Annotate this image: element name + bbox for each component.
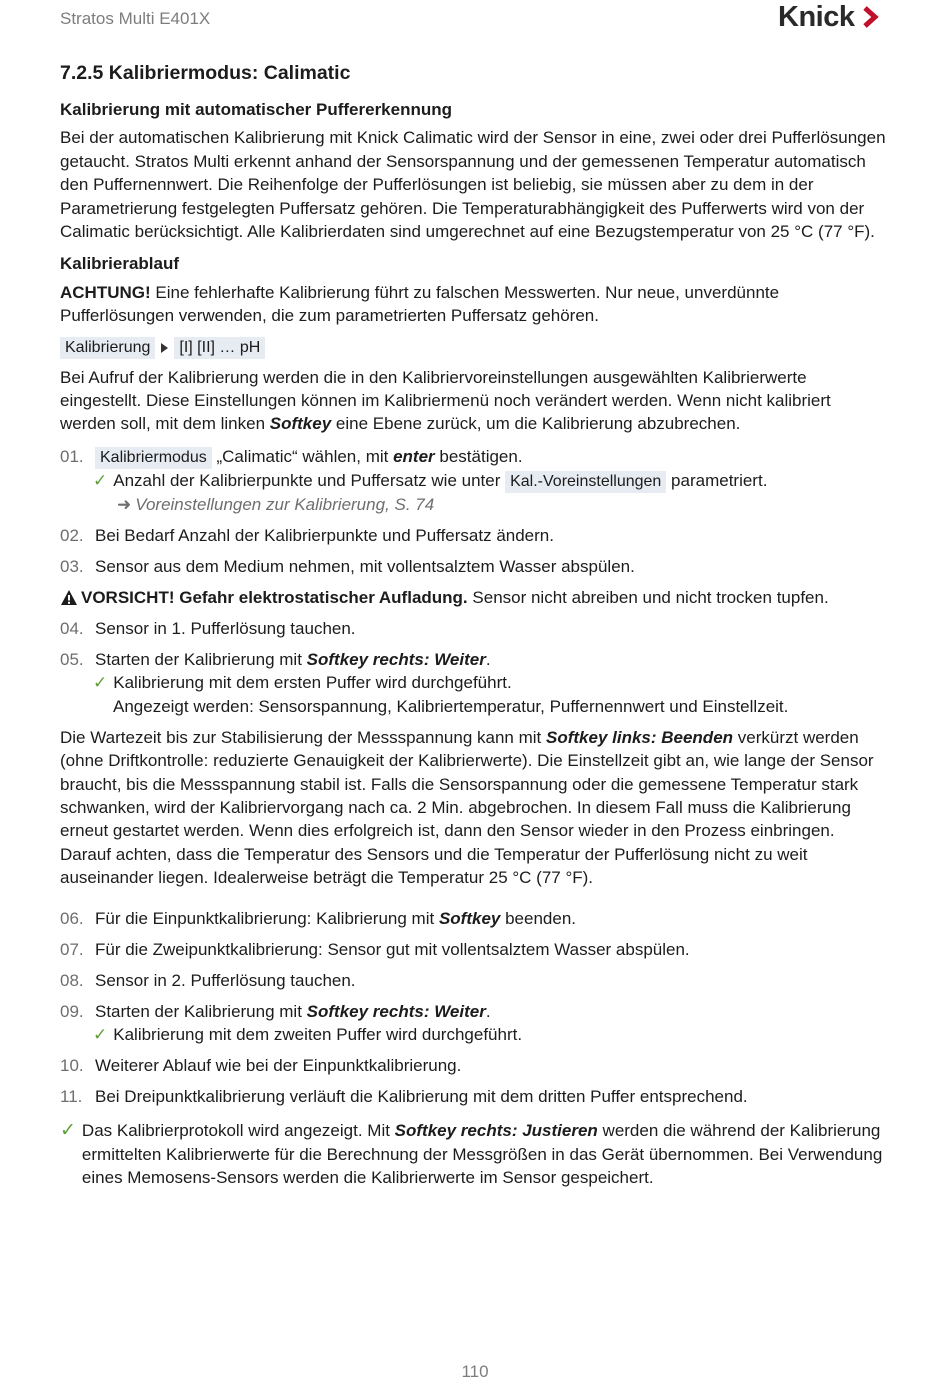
step-10-text: Weiterer Ablauf wie bei der Einpunktkalibrierung. bbox=[95, 1055, 462, 1075]
check-icon: ✓ bbox=[93, 673, 108, 693]
wait-paragraph bbox=[60, 726, 888, 890]
softkey-right-next: Softkey rechts: Weiter bbox=[306, 1001, 486, 1021]
step-04-text: Sensor in 1. Pufferlösung tauchen. bbox=[95, 618, 356, 638]
document-title: Stratos Multi E401X bbox=[60, 9, 211, 28]
softkey-right-next: Softkey rechts: Weiter bbox=[306, 649, 486, 669]
step-05-text-1: Starten der Kalibrierung mit bbox=[95, 649, 307, 669]
step-01-text-1: „Calimatic“ wählen, mit bbox=[211, 446, 394, 466]
knick-logo bbox=[778, 0, 882, 34]
step-number: 08. bbox=[60, 970, 84, 990]
step-number: 11. bbox=[60, 1086, 83, 1106]
call-paragraph bbox=[60, 366, 888, 436]
step-06-text-2: beenden. bbox=[500, 908, 577, 928]
softkey-left-end: Softkey links: Beenden bbox=[545, 727, 734, 747]
step-09 bbox=[60, 1000, 888, 1047]
step-07-text: Für die Zweipunktkalibrierung: Sensor gut mit vollentsalztem Wasser abspülen. bbox=[95, 939, 690, 959]
step-06 bbox=[60, 907, 888, 930]
section-title: 7.2.5 Kalibriermodus: Calimatic bbox=[60, 62, 351, 84]
step-11 bbox=[60, 1085, 888, 1108]
logo-chevron-icon bbox=[860, 5, 882, 29]
step-10 bbox=[60, 1054, 888, 1077]
step-05 bbox=[60, 648, 888, 718]
step-09-check: Kalibrierung mit dem zweiten Puffer wird durchgeführt. bbox=[113, 1024, 523, 1044]
step-01-check-2: parametriert. bbox=[666, 470, 768, 490]
wait-text-1: Die Wartezeit bis zur Stabilisierung der Messspannung kann mit bbox=[60, 727, 546, 747]
arrow-right-icon: ➜ bbox=[117, 494, 132, 514]
check-icon: ✓ bbox=[93, 470, 108, 490]
step-number: 10. bbox=[60, 1055, 84, 1075]
check-icon: ✓ bbox=[93, 1024, 108, 1044]
step-08 bbox=[60, 969, 888, 992]
attention-text: Eine fehlerhafte Kalibrierung führt zu falschen Messwerten. Nur neue, unverdünnte Pufferlösungen verwenden, die zum parametrierten Puffersatz gehören. bbox=[60, 282, 780, 326]
attention-label: ACHTUNG! bbox=[60, 282, 151, 302]
logo-text: Knick bbox=[778, 0, 855, 33]
step-number: 05. bbox=[60, 649, 84, 669]
procedure-heading: Kalibrierablauf bbox=[60, 254, 180, 274]
step-number: 07. bbox=[60, 939, 84, 959]
step-03 bbox=[60, 555, 888, 578]
step-number: 06. bbox=[60, 908, 84, 928]
intro-paragraph: Bei der automatischen Kalibrierung mit Knick Calimatic wird der Sensor in eine, zwei oder drei Pufferlösungen getaucht. Stratos Multi erkennt anhand der Sensorspannung und der gemessenen Temperatur automatisch den Puffernennwert. Die Reihenfolge der Pufferlösungen ist beliebig, sie müssen aber zu dem in der Parametrierung festgelegten Puffersatz gehören. Die Temperaturabhängigkeit des Pufferwerts wird von der Calimatic berücksichtigt. Alle Kalibrierdaten sind umgerechnet auf eine Bezugstemperatur von 25 °C (77 °F). bbox=[60, 128, 886, 242]
cross-reference-text[interactable]: Voreinstellungen zur Kalibrierung, S. 74 bbox=[135, 494, 435, 514]
wait-text-2: verkürzt werden (ohne Driftkontrolle: reduzierte Genauigkeit der Kalibrierwerte). Die Einstellzeit gibt an, wie lange der Sensor braucht, bis die Messspannung stabil ist. Falls die Sensorspannung oder die gemessene Temperatur stark schwanken, wird der Kalibriervorgang nach ca. 2 Min. abgebrochen. In diesem Fall muss die Kalibrierung erneut gestartet werden. Wenn dies erfolgreich ist, dann den Sensor wieder in den Prozess einbringen. Darauf achten, dass die Temperatur des Sensors und die Temperatur der Pufferlösung nicht zu weit auseinander liegen. Idealerweise beträgt die Temperatur 25 °C (77 °F). bbox=[60, 727, 874, 888]
step-09-text-1: Starten der Kalibrierung mit bbox=[95, 1001, 307, 1021]
step-01-text-2: bestätigen. bbox=[434, 446, 523, 466]
caution-label: VORSICHT! Gefahr elektrostatischer Aufladung. bbox=[81, 587, 468, 607]
step-01 bbox=[60, 445, 888, 516]
calibration-presets-box: Kal.-Voreinstellungen bbox=[505, 471, 666, 493]
cross-reference[interactable] bbox=[95, 493, 888, 516]
step-01-check-1: Anzahl der Kalibrierpunkte und Puffersatz wie unter bbox=[113, 470, 506, 490]
enter-key: enter bbox=[393, 446, 435, 466]
page-number: 110 bbox=[461, 1362, 489, 1381]
step-02 bbox=[60, 524, 888, 547]
step-03-text: Sensor aus dem Medium nehmen, mit vollentsalztem Wasser abspülen. bbox=[95, 556, 635, 576]
step-number: 03. bbox=[60, 556, 84, 576]
step-06-text-1: Für die Einpunktkalibrierung: Kalibrierung mit bbox=[95, 908, 439, 928]
call-softkey: Softkey bbox=[269, 414, 332, 434]
call-text-2: eine Ebene zurück, um die Kalibrierung abzubrechen. bbox=[331, 414, 741, 434]
triangle-right-icon bbox=[161, 343, 168, 353]
step-05-check: Kalibrierung mit dem ersten Puffer wird durchgeführt. bbox=[113, 673, 512, 693]
step-number: 04. bbox=[60, 618, 84, 638]
step-number: 02. bbox=[60, 525, 84, 545]
menu-path-channels: [I] [II] … pH bbox=[174, 337, 265, 359]
menu-path-calibration: Kalibrierung bbox=[60, 337, 155, 359]
section-subtitle: Kalibrierung mit automatischer Puffererkennung bbox=[60, 100, 453, 119]
step-11-text: Bei Dreipunktkalibrierung verläuft die Kalibrierung mit dem dritten Puffer entsprechend. bbox=[95, 1086, 748, 1106]
step-number: 01. bbox=[60, 446, 84, 466]
page-content bbox=[60, 60, 888, 1190]
step-04 bbox=[60, 617, 888, 640]
step-07 bbox=[60, 938, 888, 961]
softkey-right-adjust: Softkey rechts: Justieren bbox=[394, 1121, 598, 1141]
step-02-text: Bei Bedarf Anzahl der Kalibrierpunkte und Puffersatz ändern. bbox=[95, 525, 554, 545]
step-09-text-2: . bbox=[485, 1001, 491, 1021]
check-icon: ✓ bbox=[60, 1120, 76, 1142]
step-number: 09. bbox=[60, 1001, 84, 1021]
step-05-text-2: . bbox=[485, 649, 491, 669]
step-08-text: Sensor in 2. Pufferlösung tauchen. bbox=[95, 970, 356, 990]
attention-note bbox=[60, 281, 888, 328]
warning-triangle-icon bbox=[60, 589, 78, 606]
call-text-1: Bei Aufruf der Kalibrierung werden die in den Kalibriervoreinstellungen ausgewählten Kalibrierwerte eingestellt. Diese Einstellungen können im Kalibriermenü noch verändert werden. Wenn nicht kalibriert werden soll, mit dem linken bbox=[60, 367, 831, 434]
final-text-1: Das Kalibrierprotokoll wird angezeigt. Mit bbox=[81, 1121, 395, 1141]
step-05-shown: Angezeigt werden: Sensorspannung, Kalibriertemperatur, Puffernennwert und Einstellzeit. bbox=[113, 696, 789, 716]
final-text-2: werden die während der Kalibrierung ermittelten Kalibrierwerte für die Berechnung der Messgrößen in das Gerät übernommen. Bei Verwendung eines Memosens-Sensors werden die Kalibrierwerte im Sensor gespeichert. bbox=[81, 1121, 883, 1188]
final-result bbox=[60, 1119, 888, 1189]
caution-note bbox=[60, 586, 888, 609]
menu-path bbox=[60, 337, 265, 359]
softkey: Softkey bbox=[438, 908, 501, 928]
caution-text: Sensor nicht abreiben und nicht trocken tupfen. bbox=[467, 587, 829, 607]
calibration-mode-box: Kalibriermodus bbox=[95, 447, 212, 469]
